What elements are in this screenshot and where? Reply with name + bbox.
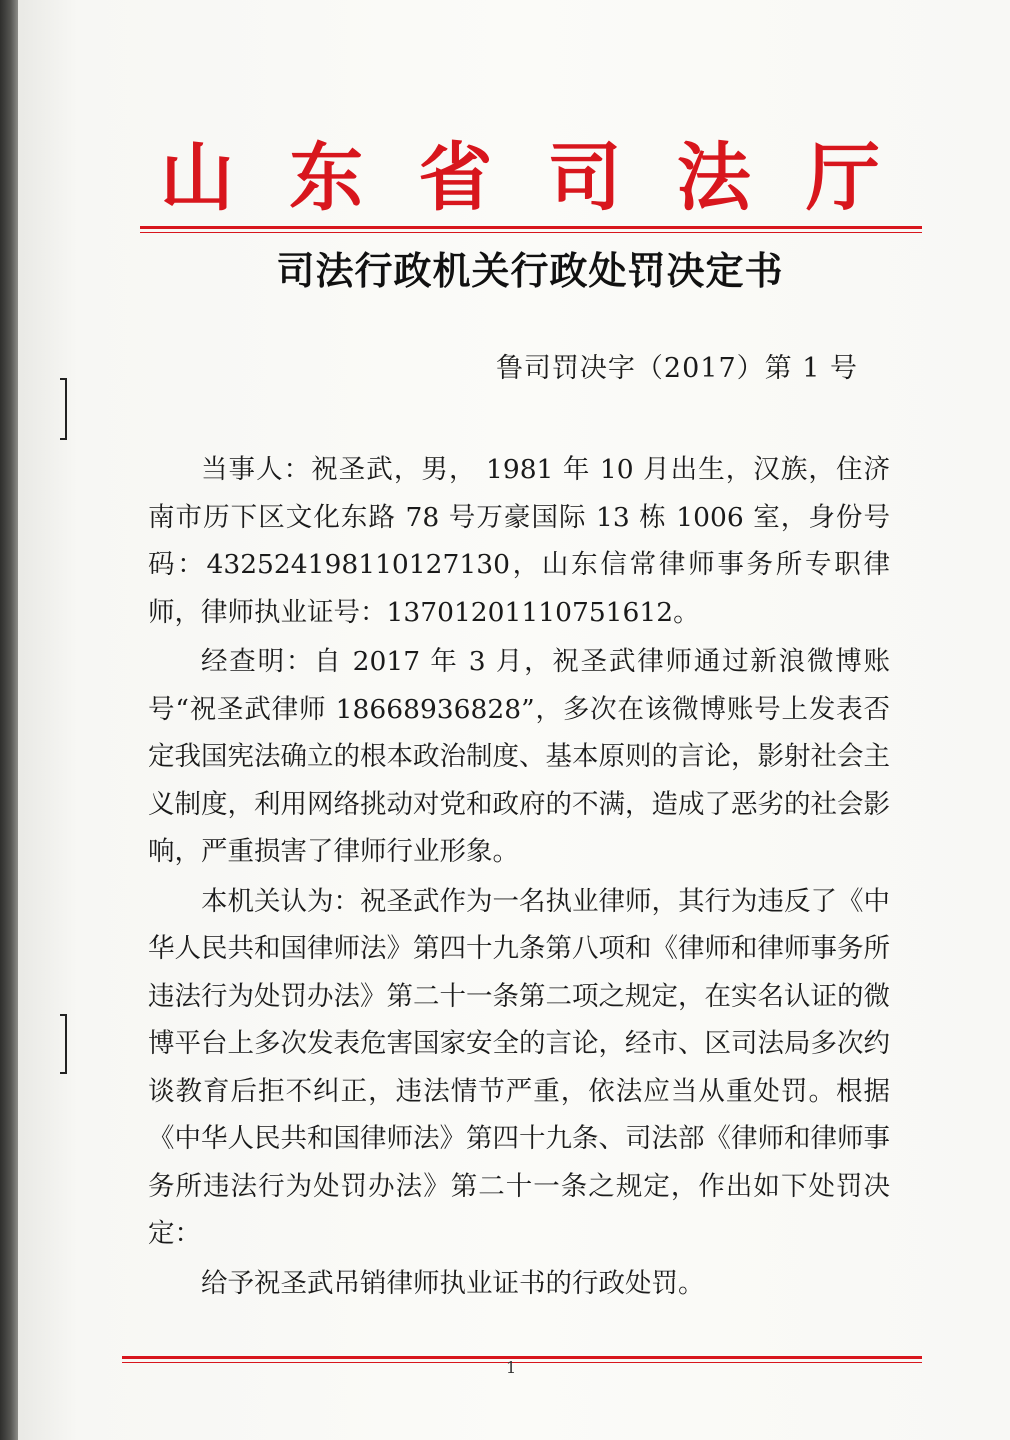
- page-number: 1: [506, 1358, 517, 1377]
- footer-red-rule-thin: [122, 1362, 922, 1363]
- document-number: 鲁司罚决字（2017）第 1 号: [495, 353, 858, 384]
- header-red-rule-thin: [140, 232, 922, 233]
- header-char: 法: [676, 135, 751, 221]
- paragraph-decision: 给予祝圣武吊销律师执业证书的行政处罚。: [201, 1267, 705, 1299]
- binding-mark: [60, 1014, 67, 1074]
- header-red-rule: [140, 226, 922, 229]
- header-char: 厅: [805, 135, 880, 221]
- photo-edge-shadow: [0, 0, 18, 1440]
- document-title: 司法行政机关行政处罚决定书: [276, 249, 784, 293]
- binding-mark: [60, 378, 67, 440]
- paragraph-party: 当事人：祝圣武，男， 1981 年 10 月出生，汉族，住济南市历下区文化东路 78 号万豪国际 13 栋 1006 室，身份号码：432524198110127130，山东信常律师事务所专职律师，律师执业证号：13701201110751612。: [148, 454, 890, 628]
- header-char: 省: [418, 135, 493, 221]
- paragraph-findings: 经查明：自 2017 年 3 月，祝圣武律师通过新浪微博账号“祝圣武律师 18668936828”，多次在该微博账号上发表否定我国宪法确立的根本政治制度、基本原则的言论，影射社会主义制度，利用网络挑动对党和政府的不满，造成了恶劣的社会影响，严重损害了律师行业形象。: [148, 646, 890, 867]
- issuer-header: [160, 128, 880, 228]
- header-char: 山: [160, 135, 234, 221]
- footer-red-rule: [122, 1356, 922, 1359]
- header-char: 司: [547, 135, 622, 221]
- header-char: 东: [289, 135, 364, 221]
- paragraph-reasoning: 本机关认为：祝圣武作为一名执业律师，其行为违反了《中华人民共和国律师法》第四十九条第八项和《律师和律师事务所违法行为处罚办法》第二十一条第二项之规定，在实名认证的微博平台上多次发表危害国家安全的言论，经市、区司法局多次约谈教育后拒不纠正，违法情节严重，依法应当从重处罚。根据《中华人民共和国律师法》第四十九条、司法部《律师和律师事务所违法行为处罚办法》第二十一条之规定，作出如下处罚决定：: [148, 885, 890, 1249]
- document-body: [148, 446, 890, 1309]
